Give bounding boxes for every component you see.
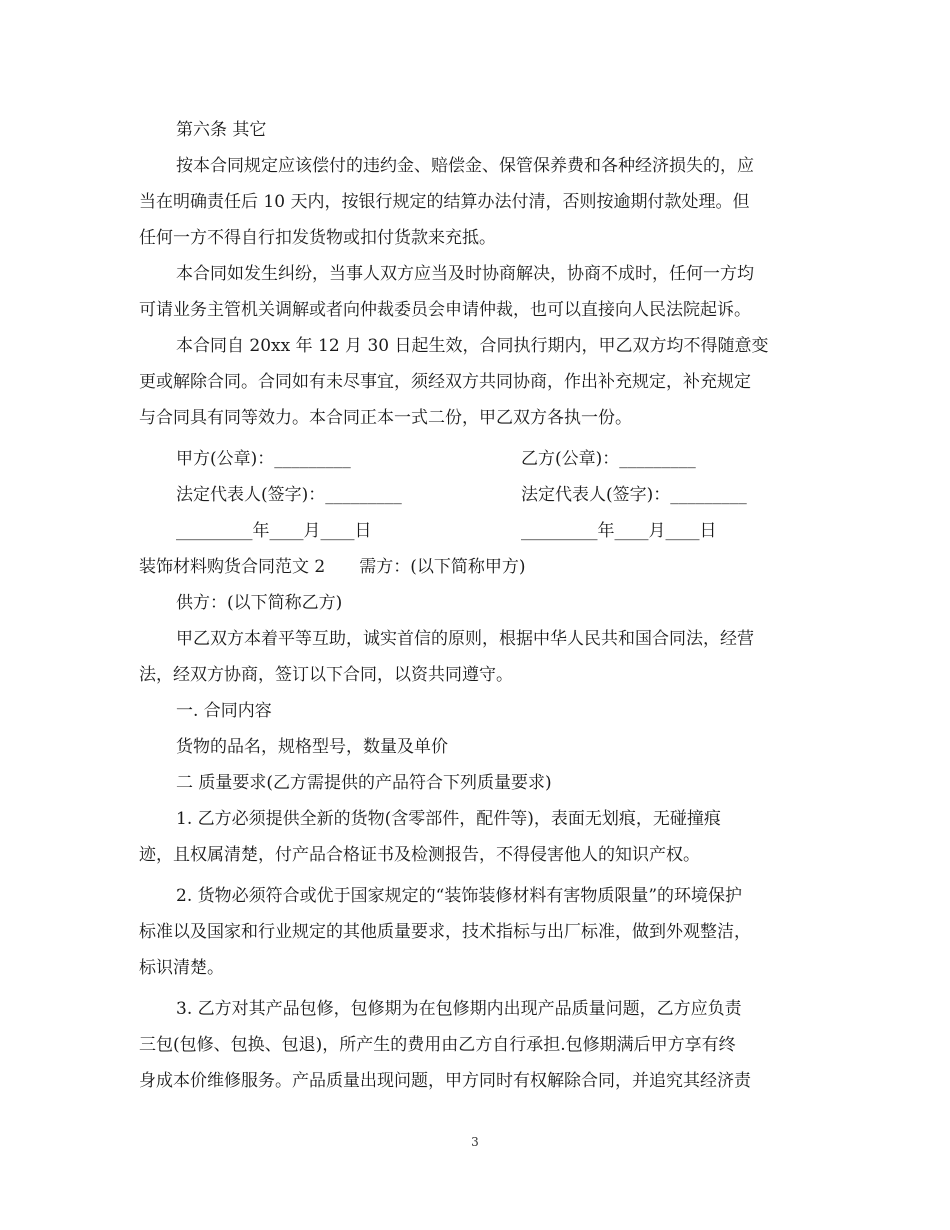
paragraph-line: 当在明确责任后 10 天内，按银行规定的结算办法付清，否则按逾期付款处理。但	[139, 192, 750, 212]
paragraph-line: 3. 乙方对其产品包修，包修期为在包修期内出现产品质量问题，乙方应负责	[176, 999, 742, 1019]
paragraph-line: 1. 乙方必须提供全新的货物(含零部件，配件等)，表面无划痕，无碰撞痕	[176, 809, 721, 829]
contract-2-title: 装饰材料购货合同范文 2 需方：(以下简称甲方)	[139, 557, 526, 577]
paragraph-line: 本合同如发生纠纷，当事人双方应当及时协商解决，协商不成时，任何一方均	[176, 264, 754, 284]
party-b-seal: 乙方(公章)：_________	[521, 449, 696, 469]
goods-line: 货物的品名，规格型号，数量及单价	[176, 737, 448, 757]
paragraph-line: 本合同自 20xx 年 12 月 30 日起生效，合同执行期内，甲乙双方均不得随意变	[176, 336, 769, 356]
party-a-representative: 法定代表人(签字)：_________	[176, 485, 402, 505]
party-a-date: _________年____月____日	[176, 521, 372, 541]
party-b-date: _________年____月____日	[521, 521, 717, 541]
page-number: 3	[471, 1135, 479, 1149]
paragraph-line: 按本合同规定应该偿付的违约金、赔偿金、保管保养费和各种经济损失的，应	[176, 156, 754, 176]
supplier-line: 供方：(以下简称乙方)	[176, 593, 343, 613]
section-1-heading: 一. 合同内容	[176, 701, 272, 721]
paragraph-line: 甲乙双方本着平等互助，诚实首信的原则，根据中华人民共和国合同法，经营	[176, 629, 754, 649]
paragraph-line: 更或解除合同。合同如有未尽事宜，须经双方共同协商，作出补充规定，补充规定	[139, 372, 751, 392]
paragraph-line: 三包(包修、包换、包退)，所产生的费用由乙方自行承担.包修期满后甲方享有终	[139, 1035, 736, 1055]
paragraph-line: 迹，且权属清楚，付产品合格证书及检测报告，不得侵害他人的知识产权。	[139, 845, 700, 865]
paragraph-line: 与合同具有同等效力。本合同正本一式二份，甲乙双方各执一份。	[139, 408, 632, 428]
paragraph-line: 任何一方不得自行扣发货物或扣付货款来充抵。	[139, 228, 496, 248]
paragraph-line: 标识清楚。	[139, 958, 224, 978]
section-2-heading: 二 质量要求(乙方需提供的产品符合下列质量要求)	[176, 773, 552, 793]
paragraph-line: 2. 货物必须符合或优于国家规定的“装饰装修材料有害物质限量”的环境保护	[176, 886, 743, 906]
paragraph-line: 法，经双方协商，签订以下合同，以资共同遵守。	[139, 665, 513, 685]
party-b-representative: 法定代表人(签字)：_________	[521, 485, 747, 505]
paragraph-line: 身成本价维修服务。产品质量出现问题，甲方同时有权解除合同，并追究其经济责	[139, 1071, 751, 1091]
paragraph-line: 标准以及国家和行业规定的其他质量要求，技术指标与出厂标准，做到外观整洁，	[139, 922, 751, 942]
section-6-title: 第六条 其它	[176, 120, 267, 140]
party-a-seal: 甲方(公章)：_________	[176, 449, 351, 469]
paragraph-line: 可请业务主管机关调解或者向仲裁委员会申请仲裁，也可以直接向人民法院起诉。	[139, 300, 751, 320]
